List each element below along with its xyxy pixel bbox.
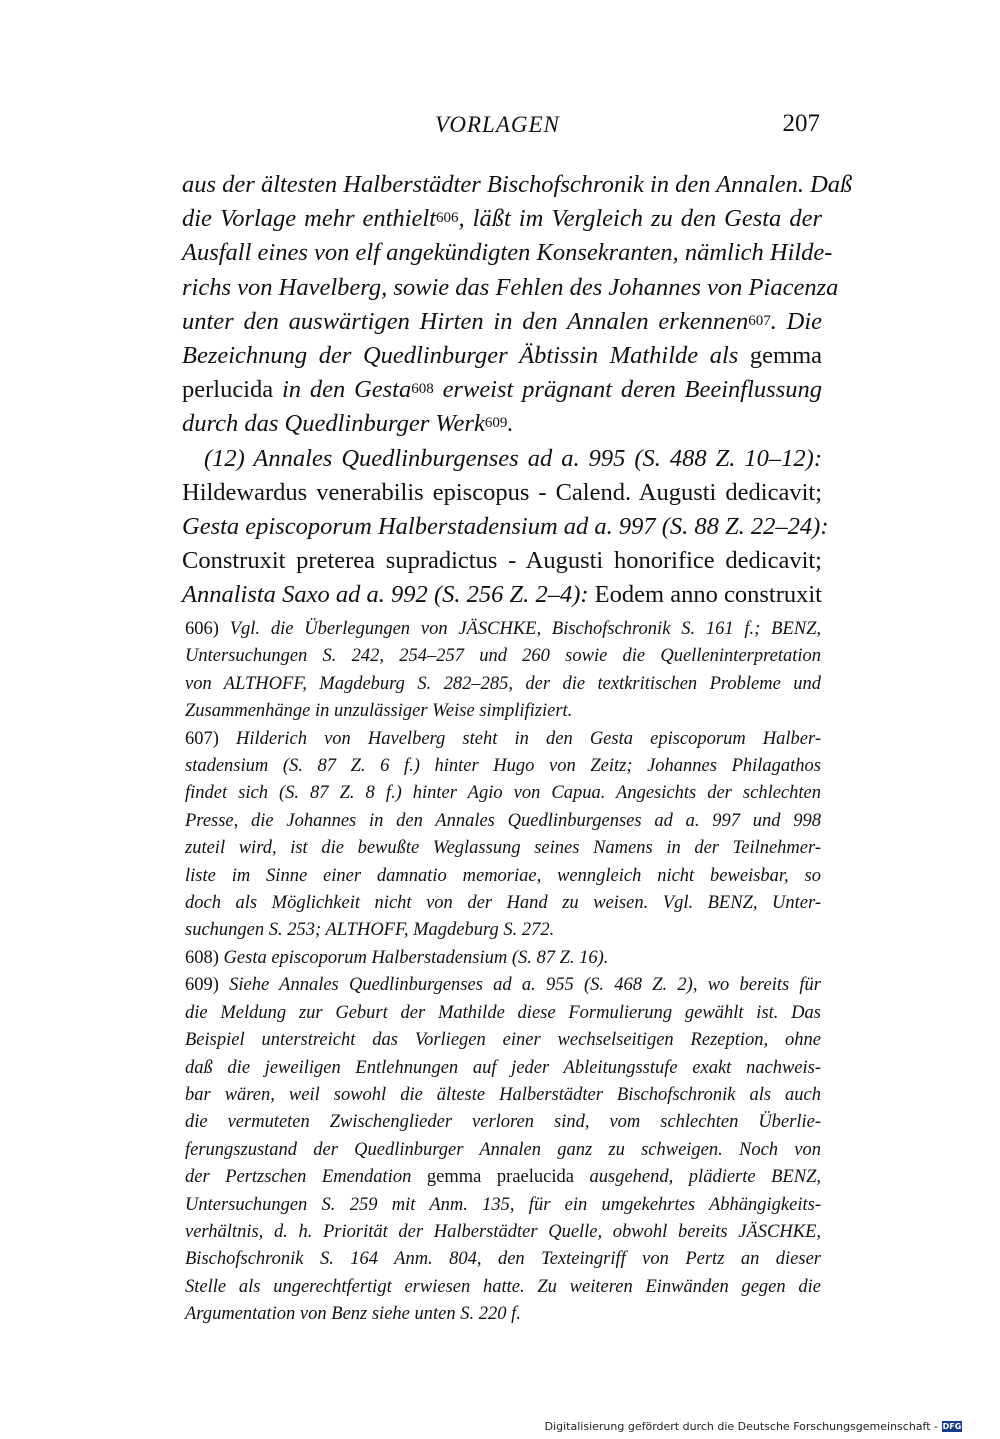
text-line: die Vorlage mehr enthielt$^{606}$, läßt im Vergleich zu den Gesta der <box>182 205 822 233</box>
text-line: durch das Quedlinburger Werk$^{609}$. <box>182 410 514 438</box>
footnote-ref: 608 <box>411 381 434 398</box>
footnote-line: verhältnis, d. h. Priorität der Halberstädter Quelle, obwohl bereits JÄSCHKE, <box>185 1221 821 1242</box>
running-head: VORLAGEN <box>435 112 560 137</box>
footnote-ref: 606 <box>436 210 459 227</box>
footnote-line: Untersuchungen S. 242, 254–257 und 260 sowie die Quelleninterpretation <box>185 646 821 667</box>
footnote-607: 607) Hilderich von Havelberg steht in den Gesta episcoporum Halber- <box>185 728 822 749</box>
dfg-logo: DFG <box>942 1422 962 1431</box>
footnote-606: 606) Vgl. die Überlegungen von JÄSCHKE, Bischofschronik S. 161 f.; BENZ, <box>185 619 821 639</box>
text-line: perlucida in den Gesta$^{608}$ erweist prägnant deren Beeinflussung <box>182 376 822 404</box>
footnote-line: der Pertzschen Emendation gemma praelucida ausgehend, plädierte BENZ, <box>185 1167 822 1188</box>
footnote-line: Argumentation von Benz siehe unten S. 220 f. <box>185 1304 521 1325</box>
text-line: Hildewardus venerabilis episcopus - Calend. Augusti dedicavit; <box>182 478 822 506</box>
footnote-line: Stelle als ungerechtfertigt erwiesen hatte. Zu weiteren Einwänden gegen die <box>185 1276 821 1297</box>
footnotes <box>185 616 821 1329</box>
page-number: 207 <box>782 110 820 137</box>
footnote-line: doch als Möglichkeit nicht von der Hand zu weisen. Vgl. BENZ, Unter- <box>185 893 821 914</box>
footnote-line: liste im Sinne einer damnatio memoriae, wenngleich nicht beweisbar, so <box>185 865 821 886</box>
text-line: Construxit preterea supradictus - Augusti honorifice dedicavit; <box>182 547 822 575</box>
footnote-line: zuteil wird, ist die bewußte Weglassung seines Namens in der Teilnehmer- <box>185 838 821 859</box>
footnote-line: Presse, die Johannes in den Annales Quedlinburgenses ad a. 997 und 998 <box>185 810 821 831</box>
footnote-line: suchungen S. 253; ALTHOFF, Magdeburg S. 272. <box>185 920 555 941</box>
footnote-line: von ALTHOFF, Magdeburg S. 282–285, der die textkritischen Probleme und <box>185 673 821 694</box>
footnote-line: ferungszustand der Quedlinburger Annalen ganz zu schweigen. Noch von <box>185 1139 821 1160</box>
footnote-line: Beispiel unterstreicht das Vorliegen einer wechselseitigen Rezeption, ohne <box>185 1030 821 1051</box>
text-line: (12) Annales Quedlinburgenses ad a. 995 (S. 488 Z. 10–12): <box>204 444 822 472</box>
footnote-608: 608) Gesta episcoporum Halberstadensium (S. 87 Z. 16). <box>185 947 609 968</box>
text-line: Annalista Saxo ad a. 992 (S. 256 Z. 2–4): Eodem anno construxit <box>182 581 822 609</box>
text-line: aus der ältesten Halberstädter Bischofschronik in den Annalen. Daß <box>182 171 853 198</box>
footnote-ref: 609 <box>484 415 508 432</box>
text-line: unter den auswärtigen Hirten in den Annalen erkennen$^{607}$. Die <box>182 307 822 335</box>
footnote-line: Untersuchungen S. 259 mit Anm. 135, für ein umgekehrtes Abhängigkeits- <box>185 1194 821 1215</box>
text-line: Bezeichnung der Quedlinburger Äbtissin Mathilde als gemma <box>182 342 823 370</box>
footnote-line: die vermuteten Zwischenglieder verloren sind, vom schlechten Überlie- <box>185 1112 821 1133</box>
credit-text: Digitalisierung gefördert durch die Deutsche Forschungsgemeinschaft - <box>544 1420 938 1433</box>
text-line: Ausfall eines von elf angekündigten Konsekranten, nämlich Hilde- <box>182 239 833 267</box>
text-line: richs von Havelberg, sowie das Fehlen des Johannes von Piacenza <box>182 273 839 301</box>
footnote-line: stadensium (S. 87 Z. 6 f.) hinter Hugo von Zeitz; Johannes Philagathos <box>185 756 821 777</box>
text-line: Gesta episcoporum Halberstadensium ad a. 997 (S. 88 Z. 22–24): <box>182 513 829 541</box>
digitization-credit <box>545 1420 962 1433</box>
footnote-ref: 607 <box>748 312 771 329</box>
footnote-line: daß die jeweiligen Entlehnungen auf jeder Ableitungsstufe exakt nachweis- <box>185 1057 821 1078</box>
main-text <box>182 168 853 613</box>
footnote-609: 609) Siehe Annales Quedlinburgenses ad a. 955 (S. 468 Z. 2), wo bereits für <box>185 975 822 996</box>
footnote-line: Bischofschronik S. 164 Anm. 804, den Texteingriff von Pertz an dieser <box>185 1249 821 1270</box>
footnote-line: findet sich (S. 87 Z. 8 f.) hinter Agio von Capua. Angesichts der schlechten <box>185 783 821 804</box>
footnote-line: die Meldung zur Geburt der Mathilde diese Formulierung gewählt ist. Das <box>185 1002 821 1023</box>
footnote-line: bar wären, weil sowohl die älteste Halberstädter Bischofschronik als auch <box>185 1084 821 1105</box>
page-header <box>180 112 820 144</box>
footnote-line: Zusammenhänge in unzulässiger Weise simplifiziert. <box>185 701 573 722</box>
